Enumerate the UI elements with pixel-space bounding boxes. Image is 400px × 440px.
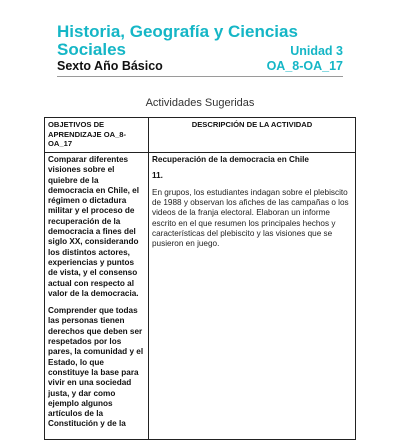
table-header-row [45, 118, 356, 153]
grade-label: Sexto Año Básico [57, 59, 163, 73]
unit-label: Unidad 3 [290, 44, 343, 58]
activity-text: En grupos, los estudiantes indagan sobre el plebiscito de 1988 y observan los afiches de las campañas o los videos de la franja electoral. Elaboran un informe escrito en el que resumen los principales hechos y características del plebiscito y las visiones que se pusieron en juego. [152, 188, 349, 249]
title-line-1: Historia, Geografía y Ciencias [57, 22, 298, 41]
objective-item: Comparar diferentes visiones sobre el quiebre de la democracia en Chile, el régimen o dictadura militar y el proceso de recuperación de la democracia a fines del siglo XX, considerando los distintos actores, experiencias y puntos de vista, y el consenso actual con respecto al valor de la democracia. [48, 155, 140, 298]
objectives-header: OBJETIVOS DE APRENDIZAJE OA_8-OA_17 [45, 118, 149, 153]
section-title: Actividades Sugeridas [145, 97, 255, 109]
header-divider [57, 76, 343, 77]
activity-number: 11. [152, 171, 163, 180]
activity-title: Recuperación de la democracia en Chile [152, 155, 309, 164]
title-line-2: Sociales [57, 40, 126, 59]
document-title [57, 23, 298, 59]
oa-range-label: OA_8-OA_17 [266, 59, 343, 73]
activities-table [44, 117, 356, 440]
objective-item: Comprender que todas las personas tienen derechos que deben ser respetados por los pares, la comunidad y el Estado, lo que constituye la base para vivir en una sociedad justa, y dar como ejemplo algunos artículos de la Constitución y de la [48, 306, 144, 429]
table-row [45, 153, 356, 440]
description-header: DESCRIPCIÓN DE LA ACTIVIDAD [149, 118, 356, 153]
description-cell [149, 153, 356, 440]
objectives-cell [45, 153, 149, 440]
